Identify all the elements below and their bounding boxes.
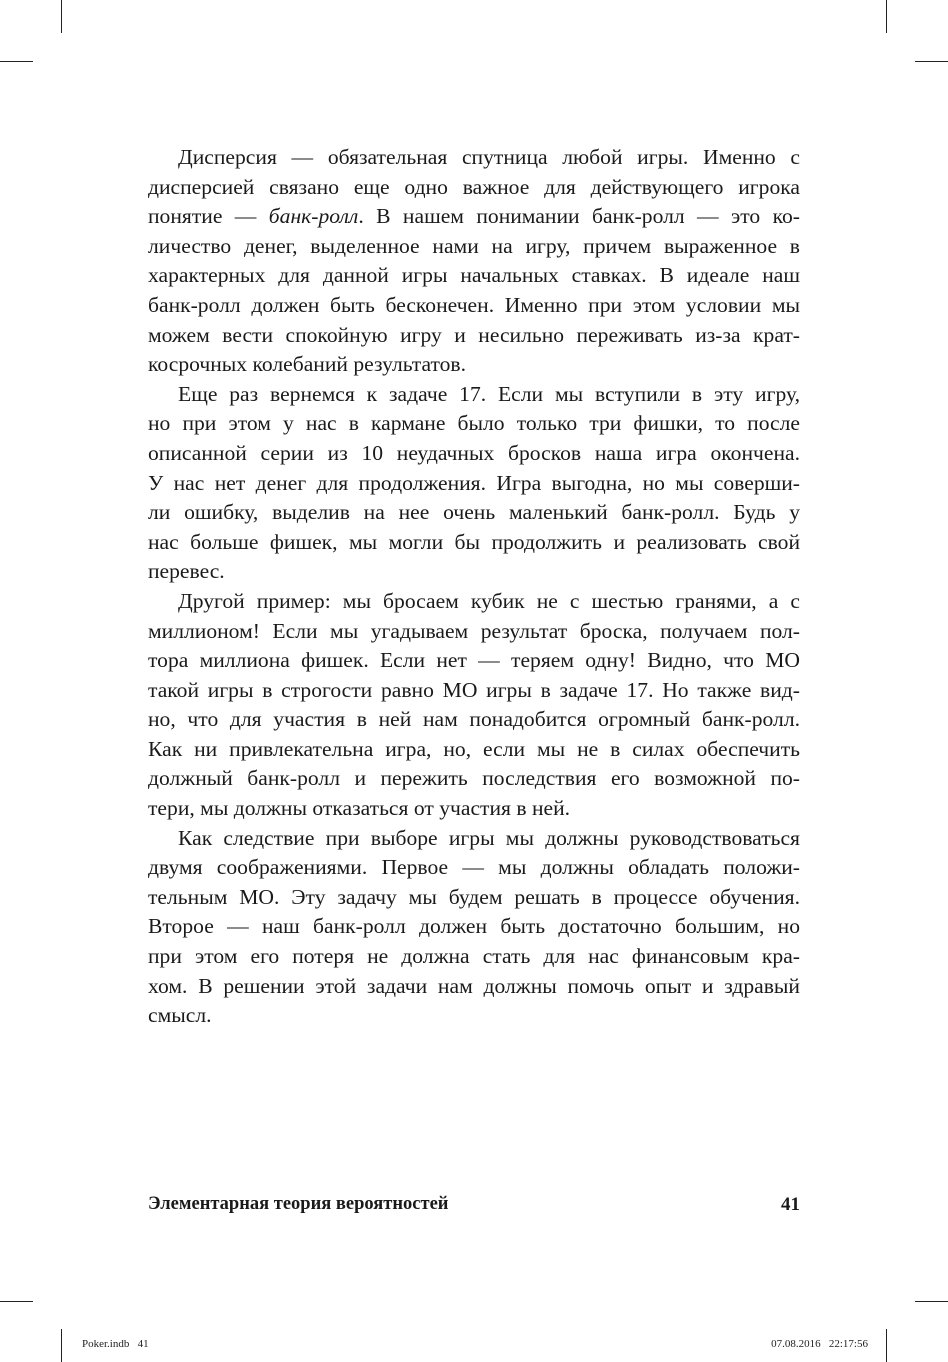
text-line: дисперсией связано еще одно важное для действующего игрока	[148, 174, 800, 199]
paragraph	[148, 824, 800, 1031]
text-line: можем вести спокойную игру и несильно переживать из-за крат-	[148, 322, 800, 347]
text-line: двумя соображениями. Первое — мы должны обладать положи-	[148, 855, 800, 880]
text-line: миллионом! Если мы угадываем результат броска, получаем пол-	[148, 618, 800, 643]
text-line: тери, мы должны отказаться от участия в ней.	[148, 796, 571, 821]
crop-mark-top-right	[886, 0, 887, 33]
text-line: Как следствие при выборе игры мы должны руководствоваться	[178, 825, 800, 850]
text-segment: понятие —	[148, 204, 269, 229]
crop-mark-right-bottom	[915, 1301, 948, 1302]
slug-file: Poker.indb 41	[82, 1338, 149, 1350]
text-line: такой игры в строгости равно МО игры в задаче 17. Но также вид-	[148, 677, 800, 702]
paragraph	[148, 587, 800, 824]
running-footer	[148, 1194, 800, 1222]
text-line: но, что для участия в ней нам понадобится огромный банк-ролл.	[148, 707, 800, 732]
text-line: перевес.	[148, 559, 225, 584]
text-line: косрочных колебаний результатов.	[148, 352, 467, 377]
crop-mark-right-top	[915, 61, 948, 62]
crop-mark-top-left	[61, 0, 62, 33]
text-line: ли ошибку, выделив на нее очень маленький банк-ролл. Будь у	[148, 500, 800, 525]
crop-mark-left-bottom	[0, 1301, 33, 1302]
text-line: смысл.	[148, 1003, 212, 1028]
text-line: характерных для данной игры начальных ставках. В идеале наш	[148, 263, 800, 288]
text-line	[148, 202, 800, 232]
text-line: тельным МО. Эту задачу мы будем решать в процессе обучения.	[148, 884, 800, 909]
page-number: 41	[781, 1194, 800, 1215]
text-line: Как ни привлекательна игра, но, если мы не в силах обеспечить	[148, 736, 800, 761]
text-line: Дисперсия — обязательная спутница любой игры. Именно с	[178, 145, 800, 169]
text-line: хом. В решении этой задачи нам должны помочь опыт и здравый	[148, 973, 800, 998]
text-line: должный банк-ролл и пережить последствия его возможной по-	[148, 766, 800, 791]
crop-mark-bottom-left	[61, 1329, 62, 1362]
body-text	[148, 143, 800, 1031]
text-line: но при этом у нас в кармане было только три фишки, то после	[148, 411, 800, 436]
text-line: Второе — наш банк-ролл должен быть достаточно большим, но	[148, 914, 800, 939]
paragraph	[148, 143, 800, 380]
text-line: при этом его потеря не должна стать для нас финансовым кра-	[148, 944, 800, 969]
text-line: нас больше фишек, мы могли бы продолжить и реализовать свой	[148, 529, 800, 554]
crop-mark-bottom-right	[886, 1329, 887, 1362]
text-line: тора миллиона фишек. Если нет — теряем одну! Видно, что МО	[148, 648, 800, 673]
text-line: личество денег, выделенное нами на игру, причем выраженное в	[148, 233, 800, 258]
text-segment: . В нашем понимании банк-ролл — это ко-	[358, 204, 800, 229]
text-line: Еще раз вернемся к задаче 17. Если мы вступили в эту игру,	[178, 381, 800, 406]
footer-title: Элементарная теория вероятностей	[148, 1194, 449, 1214]
crop-mark-left-top	[0, 61, 33, 62]
text-line: описанной серии из 10 неудачных бросков наша игра окончена.	[148, 440, 800, 465]
text-line: Другой пример: мы бросаем кубик не с шестью гранями, а с	[178, 588, 800, 613]
paragraph	[148, 380, 800, 587]
slug-datetime: 07.08.2016 22:17:56	[771, 1338, 868, 1350]
text-line: У нас нет денег для продолжения. Игра выгодна, но мы соверши-	[148, 470, 800, 495]
italic-term: банк-ролл	[268, 204, 359, 229]
text-line: банк-ролл должен быть бесконечен. Именно при этом условии мы	[148, 292, 800, 317]
